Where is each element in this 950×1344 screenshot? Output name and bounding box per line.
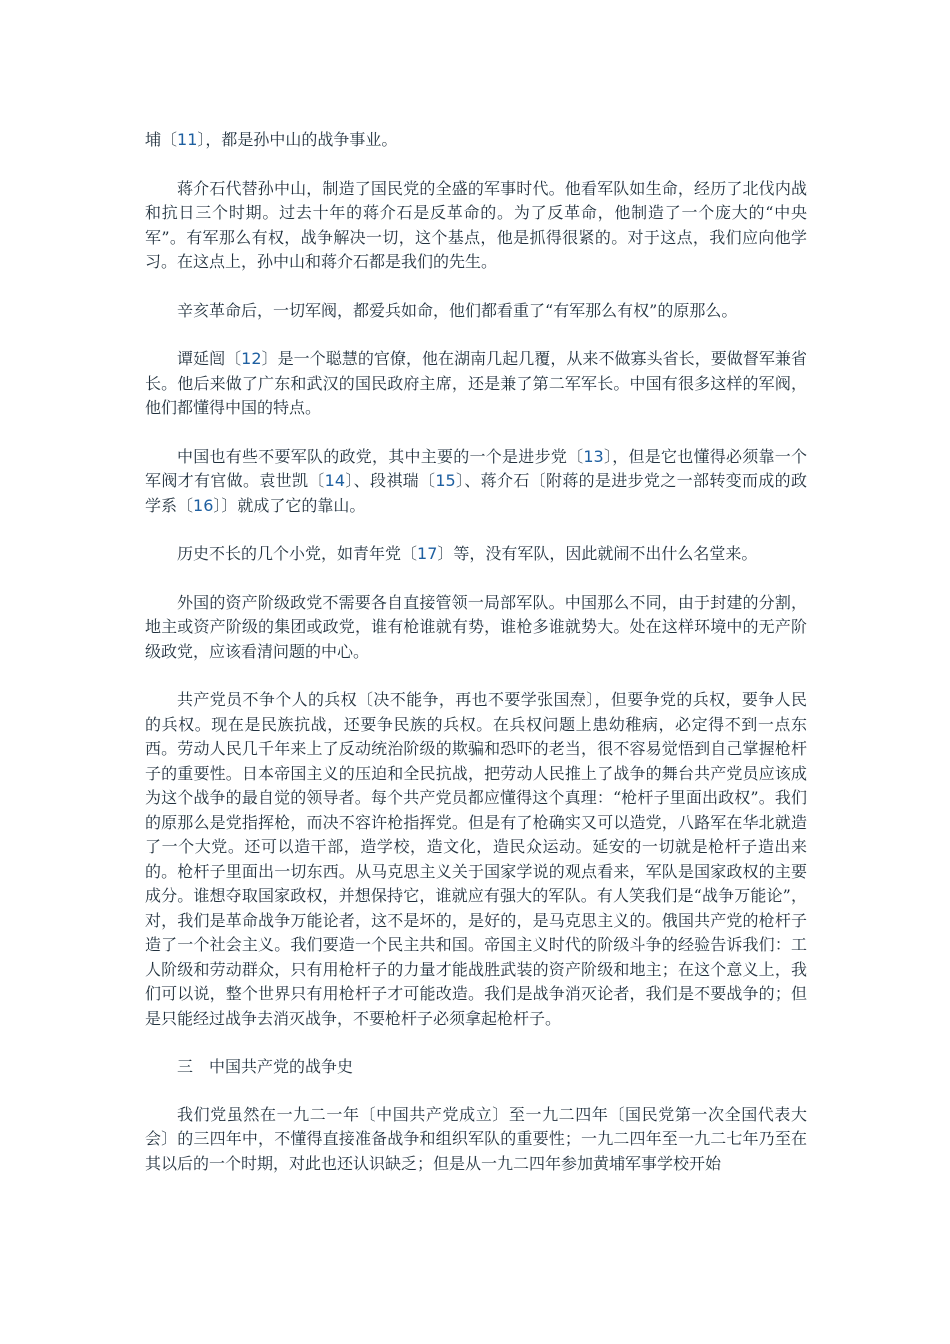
paragraph-6: 外国的资产阶级政党不需要各自直接管领一局部军队。中国那么不同，由于封建的分割，地主或资产阶级的集团或政党，谁有枪谁就有势，谁枪多谁就势大。处在这样环境中的无产阶级政党，应该看清问题的中心。	[145, 592, 807, 661]
paragraph-5: 历史不长的几个小党，如青年党〔17〕等，没有军队，因此就闹不出什么名堂来。	[177, 544, 758, 563]
paragraph-4: 中国也有些不要军队的政党，其中主要的一个是进步党〔13〕，但是它也懂得必须靠一个军阀才有官做。袁世凯〔14〕、段祺瑞〔15〕、蒋介石〔附蒋的是进步党之一部转变而成的政学系〔16〕〕就成了它的靠山。	[145, 446, 807, 515]
footnote-number: 14	[324, 471, 345, 490]
paragraph-2: 辛亥革命后，一切军阀，都爱兵如命，他们都看重了“有军那么有权”的原那么。	[177, 300, 738, 320]
footnote-number: 16	[193, 495, 214, 515]
footnote-number: 15	[435, 471, 456, 490]
section-heading: 三 中国共产党的战争史	[177, 1057, 354, 1076]
footnote-number: 13	[583, 446, 604, 466]
paragraph-3: 谭延闿〔12〕是一个聪慧的官僚，他在湖南几起几覆，从来不做寡头省长，要做督军兼省长。他后来做了广东和武汉的国民政府主席，还是兼了第二军军长。中国有很多这样的军阀，他们都懂得中国的特点。	[145, 349, 807, 417]
document-page	[145, 128, 807, 1200]
paragraph-last: 我们党虽然在一九二一年〔中国共产党成立〕至一九二四年〔国民党第一次全国代表大会〕的三四年中，不懂得直接准备战争和组织军队的重要性；一九二四年至一九二七年乃至在其以后的一个时期，对此也还认识缺乏；但是从一九二四年参加黄埔军事学校开始	[145, 1104, 807, 1173]
paragraph-0: 埔〔11〕，都是孙中山的战争事业。	[145, 130, 398, 149]
footnote-number: 11	[177, 130, 198, 149]
paragraph-7: 共产党员不争个人的兵权〔决不能争，再也不要学张国焘〕，但要争党的兵权，要争人民的兵权。现在是民族抗战，还要争民族的兵权。在兵权问题上患幼稚病，必定得不到一点东西。劳动人民几千年来上了反动统治阶级的欺骗和恐吓的老当，很不容易觉悟到自己掌握枪杆子的重要性。日本帝国主义的压迫和全民抗战，把劳动人民推上了战争的舞台共产党员应该成为这个战争的最自觉的领导者。每个共产党员都应懂得这个真理：“枪杆子里面出政权”。我们的原那么是党指挥枪，而决不容许枪指挥党。但是有了枪确实又可以造党，八路军在华北就造了一个大党。还可以造干部，造学校，造文化，造民众运动。延安的一切就是枪杆子造出来的。枪杆子里面出一切东西。从马克思主义关于国家学说的观点看来，军队是国家政权的主要成分。谁想夺取国家政权，并想保持它，谁就应有强大的军队。有人笑我们是“战争万能论”，对，我们是革命战争万能论者，这不是坏的，是好的，是马克思主义的。俄国共产党的枪杆子造了一个社会主义。我们要造一个民主共和国。帝国主义时代的阶级斗争的经验告诉我们：工人阶级和劳动群众，只有用枪杆子的力量才能战胜武装的资产阶级和地主；在这个意义上，我们可以说，整个世界只有用枪杆子才可能改造。我们是战争消灭论者，我们是不要战争的；但是只能经过战争去消灭战争，不要枪杆子必须拿起枪杆子。	[145, 690, 807, 1028]
paragraph-1: 蒋介石代替孙中山，制造了国民党的全盛的军事时代。他看军队如生命，经历了北伐内战和抗日三个时期。过去十年的蒋介石是反革命的。为了反革命，他制造了一个庞大的“中央军”。有军那么有权，战争解决一切，这个基点，他是抓得很紧的。对于这点，我们应向他学习。在这点上，孙中山和蒋介石都是我们的先生。	[145, 178, 807, 271]
footnote-number: 17	[417, 544, 438, 563]
footnote-number: 12	[241, 349, 262, 368]
